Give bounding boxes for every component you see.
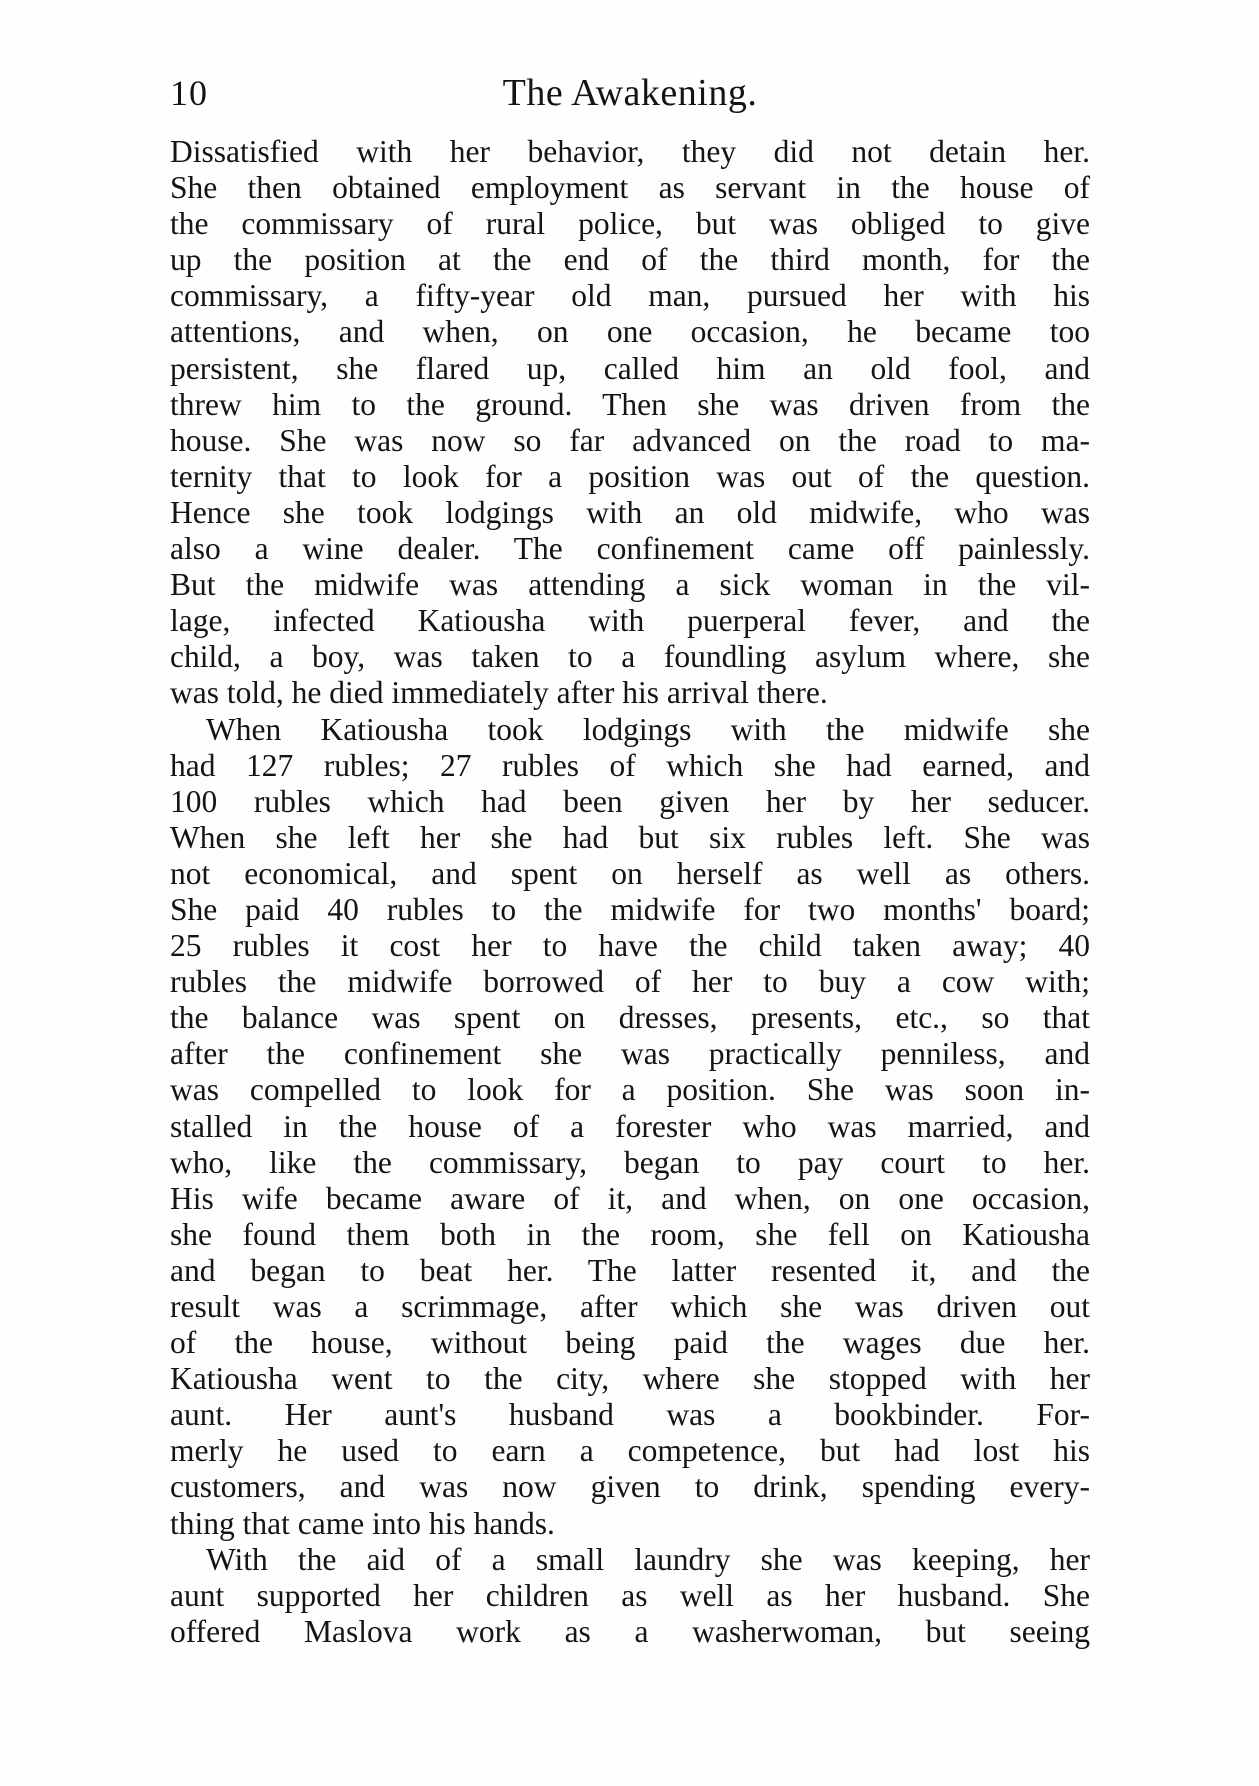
text-line: the commissary of rural police, but was obliged to give [170,206,1090,242]
text-line: aunt. Her aunt's husband was a bookbinder. For- [170,1397,1090,1433]
text-line: attentions, and when, on one occasion, he became too [170,314,1090,350]
page-number: 10 [170,73,208,113]
text-line: With the aid of a small laundry she was keeping, her [206,1541,1090,1577]
text-line: merly he used to earn a competence, but had lost his [170,1433,1090,1469]
text-line: was told, he died immediately after his arrival there. [170,675,828,711]
text-line: thing that came into his hands. [170,1505,555,1541]
text-line: His wife became aware of it, and when, on one occasion, [170,1180,1090,1216]
text-line: She paid 40 rubles to the midwife for two months' board; [170,891,1090,927]
text-line: Hence she took lodgings with an old midwife, who was [170,494,1090,530]
text-line: also a wine dealer. The confinement came off painlessly. [170,531,1090,567]
body-text [170,134,1090,1650]
text-line: 25 rubles it cost her to have the child taken away; 40 [170,928,1090,964]
running-head [170,68,1090,118]
text-line: the balance was spent on dresses, presents, etc., so that [170,1000,1090,1036]
text-line: But the midwife was attending a sick woman in the vil- [170,567,1090,603]
text-line: lage, infected Katiousha with puerperal fever, and the [170,603,1090,639]
text-line: commissary, a fifty-year old man, pursued her with his [170,278,1090,314]
text-line: Katiousha went to the city, where she stopped with her [170,1361,1090,1397]
text-line: When Katiousha took lodgings with the midwife she [206,711,1090,747]
text-line: she found them both in the room, she fell on Katiousha [170,1216,1090,1252]
text-line: stalled in the house of a forester who was married, and [170,1108,1090,1144]
text-line: offered Maslova work as a washerwoman, but seeing [170,1613,1090,1649]
text-line: Dissatisfied with her behavior, they did not detain her. [170,134,1090,169]
text-line: 100 rubles which had been given her by her seducer. [170,783,1090,819]
text-line: She then obtained employment as servant in the house of [170,170,1090,206]
text-line: not economical, and spent on herself as well as others. [170,855,1090,891]
text-line: who, like the commissary, began to pay court to her. [170,1144,1090,1180]
text-line: customers, and was now given to drink, spending every- [170,1469,1090,1505]
text-line: threw him to the ground. Then she was driven from the [170,386,1090,422]
text-line: house. She was now so far advanced on the road to ma- [170,422,1090,458]
text-line: child, a boy, was taken to a foundling asylum where, she [170,639,1090,675]
text-line: and began to beat her. The latter resented it, and the [170,1252,1090,1288]
text-line: persistent, she flared up, called him an old fool, and [170,350,1090,386]
running-title: The Awakening. [502,72,758,114]
text-line: rubles the midwife borrowed of her to buy a cow with; [170,964,1090,1000]
text-line: ternity that to look for a position was out of the question. [170,458,1090,494]
text-line: up the position at the end of the third month, for the [170,242,1090,278]
text-line: had 127 rubles; 27 rubles of which she had earned, and [170,747,1090,783]
text-line: after the confinement she was practically penniless, and [170,1036,1090,1072]
text-line: result was a scrimmage, after which she was driven out [170,1289,1090,1324]
text-line: aunt supported her children as well as her husband. She [170,1577,1090,1613]
text-line: When she left her she had but six rubles left. She was [170,819,1090,855]
text-line: was compelled to look for a position. She was soon in- [170,1072,1090,1108]
text-line: of the house, without being paid the wages due her. [170,1325,1090,1361]
